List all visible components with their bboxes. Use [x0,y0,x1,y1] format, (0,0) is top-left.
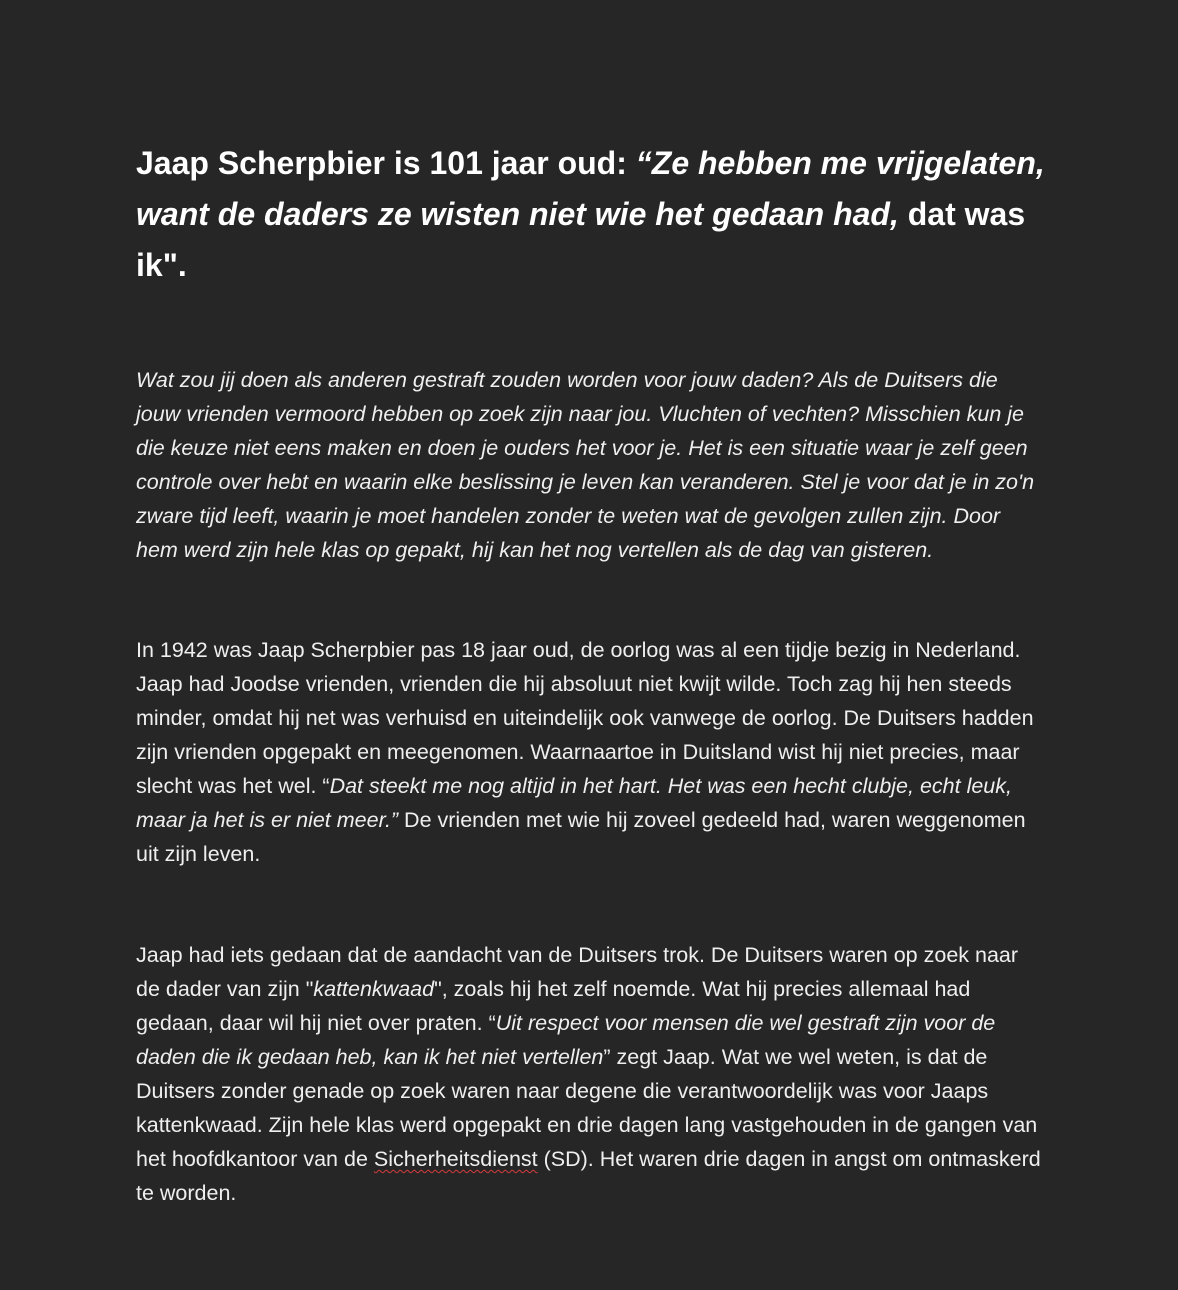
paragraph-text: ” zegt Jaap. Wat we wel weten, is dat de Duitsers zonder genade op zoek waren naar degene die verantwoordelijk was voor Jaaps kattenkwaad. Zijn hele klas werd opgepakt en drie dagen lang vastgehouden in de gangen van het hoofdkantoor van de [136,1045,1038,1171]
paragraph-kattenkwaad [136,938,1046,1210]
title-quote: “Ze hebben me vrijgelaten, want de daders ze wisten niet wie het gedaan had, [136,145,1045,232]
quote-text: Uit respect voor mensen die wel gestraft zijn voor de daden die ik gedaan heb, kan ik het niet vertellen [136,1011,996,1069]
title-text: Jaap Scherpbier is 101 jaar oud: [136,145,636,181]
paragraph-text: De vrienden met wie hij zoveel gedeeld had, waren weggenomen uit zijn leven. [136,808,1026,866]
paragraph-text: In 1942 was Jaap Scherpbier pas 18 jaar oud, de oorlog was al een tijdje bezig in Nederland. Jaap had Joodse vrienden, vrienden die hij absoluut niet kwijt wilde. Toch zag hij hen steeds minder, omdat hij net was verhuisd en uiteindelijk ook vanwege de oorlog. De Duitsers hadden zijn vrienden opgepakt en meegenomen. Waarnaartoe in Duitsland wist hij niet precies, maar slecht was het wel. “ [136,638,1034,798]
paragraph-friends [136,633,1046,871]
paragraph-text: ", zoals hij het zelf noemde. Wat hij precies allemaal had gedaan, daar wil hij niet over praten. “ [136,977,971,1035]
paragraph-text: (SD). Het waren drie dagen in angst om ontmaskerd te worden. [136,1147,1041,1205]
paragraph-text: Jaap had iets gedaan dat de aandacht van de Duitsers trok. De Duitsers waren op zoek naar de dader van zijn " [136,943,1019,1001]
document-body[interactable] [136,138,1046,1210]
spellcheck-flagged-word[interactable]: Sicherheitsdienst [373,1147,538,1171]
italic-word: kattenkwaad [313,977,435,1001]
article-title [136,138,1046,291]
quote-text: Dat steekt me nog altijd in het hart. Het was een hecht clubje, echt leuk, maar ja het is er niet meer.” [136,774,1012,832]
intro-paragraph: Wat zou jij doen als anderen gestraft zouden worden voor jouw daden? Als de Duitsers die jouw vrienden vermoord hebben op zoek zijn naar jou. Vluchten of vechten? Misschien kun je die keuze niet eens maken en doen je ouders het voor je. Het is een situatie waar je zelf geen controle over hebt en waarin elke beslissing je leven kan veranderen. Stel je voor dat je in zo'n zware tijd leeft, waarin je moet handelen zonder te weten wat de gevolgen zullen zijn. Door hem werd zijn hele klas op gepakt, hij kan het nog vertellen als de dag van gisteren. [136,368,1035,562]
title-text-end: dat was ik". [136,196,1026,283]
